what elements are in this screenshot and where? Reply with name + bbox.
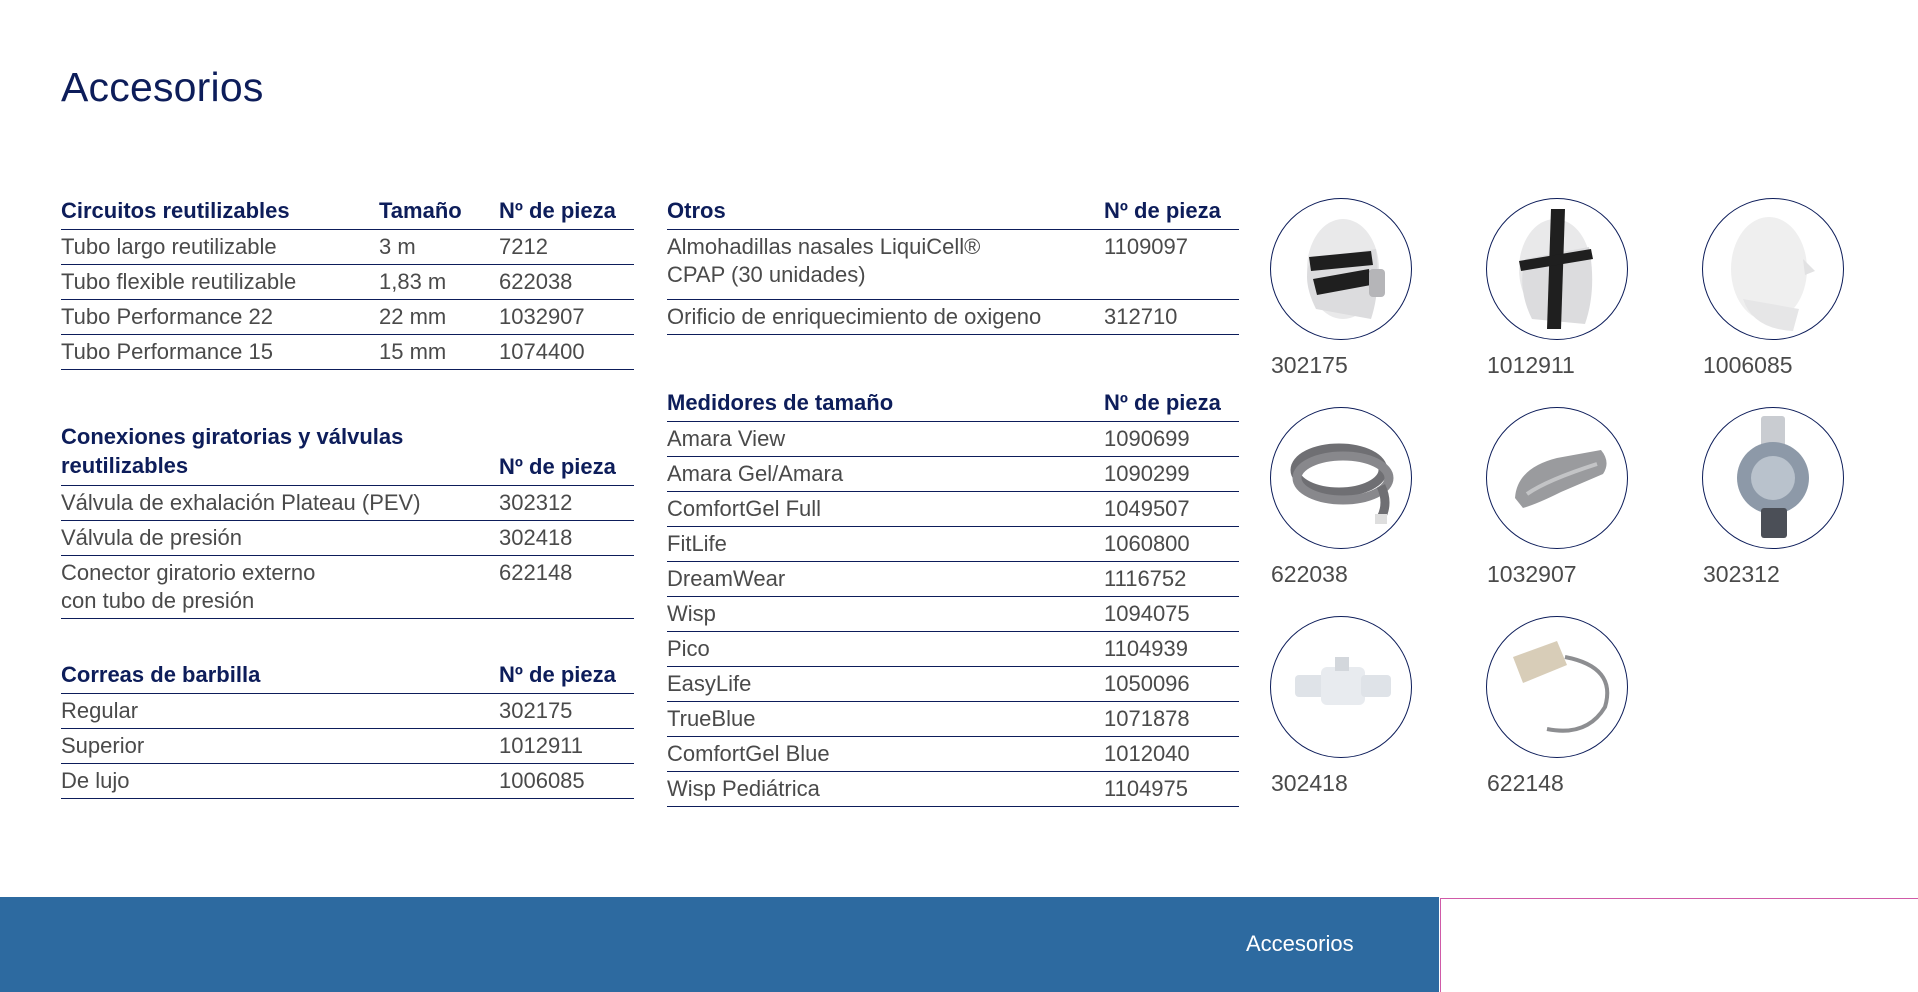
- table-row: [667, 772, 1239, 807]
- circuits-table: [61, 198, 634, 370]
- table-row: [61, 265, 634, 300]
- others-table: [667, 198, 1239, 335]
- table-row: [667, 632, 1239, 667]
- part-number: 1032907: [499, 300, 634, 335]
- item-size: 3 m: [379, 230, 499, 265]
- product-card: [1486, 407, 1636, 588]
- part-number: 302418: [499, 521, 634, 556]
- item-name: ComfortGel Blue: [667, 737, 1104, 772]
- footer-bar: [0, 897, 1439, 992]
- part-number: 312710: [1104, 300, 1239, 335]
- part-number: 1090699: [1104, 422, 1239, 457]
- part-number: 622148: [499, 556, 634, 619]
- item-name: Almohadillas nasales LiquiCell® CPAP (30 unidades): [667, 230, 1104, 300]
- item-name: Válvula de exhalación Plateau (PEV): [61, 486, 499, 521]
- part-number: 622038: [499, 265, 634, 300]
- table-row: [61, 764, 634, 799]
- item-name: Regular: [61, 694, 499, 729]
- item-name: Válvula de presión: [61, 521, 499, 556]
- product-card: [1270, 198, 1420, 379]
- column-header: Correas de barbilla: [61, 662, 499, 694]
- table-row: [667, 492, 1239, 527]
- coiled-tube-icon: [1270, 407, 1412, 549]
- pressure-valve-icon: [1270, 616, 1412, 758]
- part-number: 1104975: [1104, 772, 1239, 807]
- part-number: 1104939: [1104, 632, 1239, 667]
- product-code: 302175: [1271, 352, 1348, 378]
- column-header: Medidores de tamaño: [667, 390, 1104, 422]
- size-gauges-table: [667, 390, 1239, 807]
- item-name: Wisp: [667, 597, 1104, 632]
- exhalation-valve-icon: [1702, 407, 1844, 549]
- part-number: 7212: [499, 230, 634, 265]
- footer-section-label: Accesorios: [1246, 931, 1354, 956]
- table-row: [667, 230, 1239, 300]
- part-number: 302175: [499, 694, 634, 729]
- product-card: [1486, 616, 1636, 797]
- item-name: Orificio de enriquecimiento de oxigeno: [667, 300, 1104, 335]
- part-number: 1012911: [499, 729, 634, 764]
- part-number: 1060800: [1104, 527, 1239, 562]
- crop-mark: [1440, 898, 1918, 992]
- item-name: De lujo: [61, 764, 499, 799]
- item-size: 22 mm: [379, 300, 499, 335]
- table-row: [667, 527, 1239, 562]
- table-row: [61, 521, 634, 556]
- table-row: [667, 422, 1239, 457]
- item-name: Tubo Performance 15: [61, 335, 379, 370]
- head-profile-icon: [1702, 198, 1844, 340]
- table-header-row: [61, 198, 634, 230]
- head-with-strap-icon: [1486, 198, 1628, 340]
- table-header-row: [61, 422, 634, 486]
- item-name: Pico: [667, 632, 1104, 667]
- part-number: 1109097: [1104, 230, 1239, 300]
- part-number: 1049507: [1104, 492, 1239, 527]
- insulated-tube-icon: [1486, 407, 1628, 549]
- product-code: 1006085: [1703, 352, 1793, 378]
- product-card: [1702, 198, 1852, 379]
- part-number: 1090299: [1104, 457, 1239, 492]
- table-row: [61, 230, 634, 265]
- table-row: [667, 737, 1239, 772]
- swivel-connector-icon: [1486, 616, 1628, 758]
- table-row: [667, 667, 1239, 702]
- item-name: Tubo flexible reutilizable: [61, 265, 379, 300]
- part-number: 1094075: [1104, 597, 1239, 632]
- connections-table: [61, 422, 634, 619]
- part-number: 1116752: [1104, 562, 1239, 597]
- item-name: Tubo Performance 22: [61, 300, 379, 335]
- table-row: [61, 556, 634, 619]
- item-name: ComfortGel Full: [667, 492, 1104, 527]
- item-name: Superior: [61, 729, 499, 764]
- column-header: Circuitos reutilizables: [61, 198, 379, 230]
- product-card: [1270, 616, 1420, 797]
- product-card: [1702, 407, 1852, 588]
- table-header-row: [667, 198, 1239, 230]
- column-header: Tamaño: [379, 198, 499, 230]
- column-header: Conexiones giratorias y válvulas reutilizables: [61, 422, 499, 486]
- product-code: 622038: [1271, 561, 1348, 587]
- table-row: [667, 597, 1239, 632]
- product-code: 302312: [1703, 561, 1780, 587]
- item-name: TrueBlue: [667, 702, 1104, 737]
- item-size: 15 mm: [379, 335, 499, 370]
- table-row: [667, 457, 1239, 492]
- table-row: [61, 335, 634, 370]
- column-header: Nº de pieza: [499, 422, 634, 486]
- part-number: 1074400: [499, 335, 634, 370]
- table-header-row: [61, 662, 634, 694]
- column-header: Otros: [667, 198, 1104, 230]
- product-card: [1270, 407, 1420, 588]
- head-with-chin-strap-icon: [1270, 198, 1412, 340]
- column-header: Nº de pieza: [1104, 390, 1239, 422]
- table-row: [61, 486, 634, 521]
- product-code: 1012911: [1487, 352, 1575, 378]
- item-name: Conector giratorio externo con tubo de presión: [61, 556, 499, 619]
- column-header: Nº de pieza: [499, 198, 634, 230]
- item-name: EasyLife: [667, 667, 1104, 702]
- table-row: [61, 729, 634, 764]
- product-card: [1486, 198, 1636, 379]
- item-size: 1,83 m: [379, 265, 499, 300]
- chin-straps-table: [61, 662, 634, 799]
- product-code: 302418: [1271, 770, 1348, 796]
- product-code: 622148: [1487, 770, 1564, 796]
- table-row: [667, 300, 1239, 335]
- column-header: Nº de pieza: [499, 662, 634, 694]
- part-number: 302312: [499, 486, 634, 521]
- product-code: 1032907: [1487, 561, 1577, 587]
- table-row: [61, 300, 634, 335]
- item-name: Tubo largo reutilizable: [61, 230, 379, 265]
- part-number: 1050096: [1104, 667, 1239, 702]
- table-header-row: [667, 390, 1239, 422]
- item-name: Amara Gel/Amara: [667, 457, 1104, 492]
- item-name: Amara View: [667, 422, 1104, 457]
- item-name: Wisp Pediátrica: [667, 772, 1104, 807]
- item-name: DreamWear: [667, 562, 1104, 597]
- part-number: 1071878: [1104, 702, 1239, 737]
- table-row: [61, 694, 634, 729]
- page-title: Accesorios: [61, 64, 264, 110]
- part-number: 1012040: [1104, 737, 1239, 772]
- table-row: [667, 562, 1239, 597]
- item-name: FitLife: [667, 527, 1104, 562]
- part-number: 1006085: [499, 764, 634, 799]
- column-header: Nº de pieza: [1104, 198, 1239, 230]
- table-row: [667, 702, 1239, 737]
